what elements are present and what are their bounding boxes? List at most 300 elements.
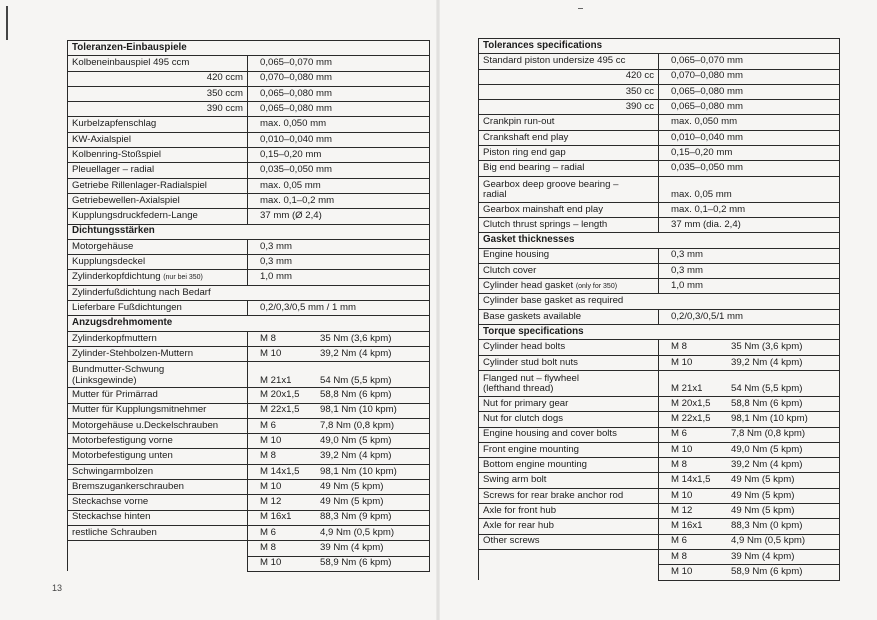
thread-size: M 8 — [671, 550, 687, 562]
spec-row — [479, 473, 840, 488]
spec-label: Clutch cover — [483, 264, 537, 276]
spec-label: Cylinder head gasket — [483, 280, 574, 292]
torque-value: 98,1 Nm (10 kpm) — [320, 465, 397, 477]
spec-label-cell — [479, 54, 659, 69]
thread-size: M 22x1,5 — [260, 404, 300, 416]
torque-value-group — [260, 390, 425, 401]
spec-label: 350 cc — [625, 85, 654, 97]
spec-label-cell — [479, 534, 659, 549]
spec-value-cell — [248, 270, 430, 285]
spec-label-cell — [68, 388, 248, 403]
spec-value: 0,010–0,040 mm — [260, 133, 332, 145]
spec-value: 0,3 mm — [260, 256, 292, 268]
spec-value-cell — [659, 217, 840, 232]
torque-value: 39,2 Nm (4 kpm) — [320, 450, 392, 462]
spec-label: 420 cc — [625, 70, 654, 82]
spec-row — [479, 202, 840, 217]
torque-value-group — [671, 475, 835, 486]
spec-label-cell — [68, 434, 248, 449]
spec-value-cell — [248, 163, 430, 178]
spec-value-cell — [248, 362, 430, 388]
spec-label: Mutter für Primärrad — [72, 389, 158, 401]
spec-row — [479, 504, 840, 519]
spec-value-cell — [248, 255, 430, 270]
spec-label: Clutch thrust springs – length — [483, 218, 608, 230]
spec-label: Lieferbare Fußdichtungen — [72, 301, 182, 313]
torque-value: 4,9 Nm (0,5 kpm) — [731, 535, 806, 547]
spec-row — [479, 294, 840, 309]
spec-row — [68, 346, 430, 361]
spec-label-cell — [68, 117, 248, 132]
spec-label-cell — [479, 100, 659, 115]
spec-row — [479, 100, 840, 115]
spec-label-cell — [479, 309, 659, 324]
spec-value-cell — [659, 549, 840, 564]
spec-label-cell — [68, 541, 248, 556]
thread-size: M 6 — [671, 428, 687, 440]
spec-label-cell — [68, 255, 248, 270]
spec-label-cell — [479, 355, 659, 370]
spec-row — [68, 510, 430, 525]
spec-value-cell — [248, 556, 430, 571]
spec-value: max. 0,050 mm — [260, 118, 327, 130]
spec-value-cell — [659, 534, 840, 549]
thread-size: M 16x1 — [671, 520, 703, 532]
spec-label: Other screws — [483, 535, 540, 547]
torque-value: 35 Nm (3,6 kpm) — [320, 332, 392, 344]
torque-value: 49 Nm (5 kpm) — [320, 480, 384, 492]
section-header-tolerances — [68, 41, 430, 56]
section-header-gaskets — [68, 224, 430, 239]
torque-value: 49 Nm (5 kpm) — [731, 474, 795, 486]
spec-label-cell — [479, 370, 659, 396]
spec-label-cell — [479, 519, 659, 534]
spec-label: Cylinder head bolts — [483, 341, 566, 353]
spec-value-cell — [659, 248, 840, 263]
spec-row — [479, 458, 840, 473]
torque-value: 54 Nm (5,5 kpm) — [320, 374, 392, 386]
torque-value: 49 Nm (5 kpm) — [320, 496, 384, 508]
torque-value-group — [260, 421, 425, 432]
spec-value-cell — [659, 396, 840, 411]
spec-label-cell — [68, 301, 248, 316]
thread-size: M 21x1 — [260, 374, 292, 386]
thread-size: M 6 — [260, 419, 276, 431]
spec-label: Steckachse vorne — [72, 496, 149, 508]
spec-label: KW-Axialspiel — [72, 133, 132, 145]
spec-row — [479, 176, 840, 202]
spec-value-cell — [659, 442, 840, 457]
spec-value-cell — [659, 412, 840, 427]
spec-table-german — [67, 40, 430, 572]
spec-row — [68, 117, 430, 132]
spec-value-cell — [248, 331, 430, 346]
thread-size: M 10 — [260, 480, 282, 492]
spec-row — [479, 355, 840, 370]
torque-value-group — [671, 414, 835, 425]
spec-label: Pleuellager – radial — [72, 164, 155, 176]
spec-label: Nut for clutch dogs — [483, 413, 563, 425]
spec-label-cell — [68, 163, 248, 178]
spec-label-cell — [68, 132, 248, 147]
spec-value-cell — [659, 100, 840, 115]
torque-value-group — [671, 521, 835, 532]
spec-value: max. 0,05 mm — [260, 179, 321, 191]
spec-row — [68, 525, 430, 540]
spec-label: Kolbeneinbauspiel 495 ccm — [72, 57, 190, 69]
torque-value-group — [671, 506, 835, 517]
spec-value-cell — [248, 86, 430, 101]
spec-label: Piston ring end gap — [483, 146, 566, 158]
thread-size: M 20x1,5 — [671, 397, 711, 409]
thread-size: M 6 — [671, 535, 687, 547]
thread-size: M 10 — [671, 356, 693, 368]
section-title: Torque specifications — [479, 325, 840, 340]
spec-note: (nur bei 350) — [163, 274, 203, 282]
spec-label: 390 ccm — [206, 103, 243, 115]
spec-row — [68, 464, 430, 479]
section-header-gaskets — [479, 233, 840, 248]
spec-row — [479, 115, 840, 130]
spec-label-cell — [68, 331, 248, 346]
spec-row — [68, 71, 430, 86]
spec-row — [479, 412, 840, 427]
spec-row — [479, 84, 840, 99]
thread-size: M 14x1,5 — [260, 465, 300, 477]
spec-value: 0,2/0,3/0,5 mm / 1 mm — [260, 301, 356, 313]
spec-row — [479, 130, 840, 145]
spec-label-cell — [479, 263, 659, 278]
spec-label-line2: (Linksgewinde) — [72, 374, 137, 386]
spec-value-cell — [659, 355, 840, 370]
thread-size: M 8 — [260, 450, 276, 462]
spec-value-cell — [659, 130, 840, 145]
spec-label: Steckachse hinten — [72, 511, 151, 523]
spec-label-cell — [479, 427, 659, 442]
spec-value-cell — [248, 102, 430, 117]
thread-size: M 14x1,5 — [671, 474, 711, 486]
spec-value-cell — [248, 464, 430, 479]
spec-label: Getriebewellen-Axialspiel — [72, 194, 180, 206]
spec-row — [68, 102, 430, 117]
torque-value-group — [260, 543, 425, 554]
spec-label-cell — [68, 102, 248, 117]
spec-label-cell — [68, 480, 248, 495]
spec-value: 0,15–0,20 mm — [260, 148, 322, 160]
spec-label-cell — [68, 86, 248, 101]
spec-value: 0,035–0,050 mm — [671, 162, 743, 174]
thread-size: M 22x1,5 — [671, 413, 711, 425]
spec-row — [68, 239, 430, 254]
spec-value-cell — [248, 495, 430, 510]
torque-value: 39 Nm (4 kpm) — [320, 542, 384, 554]
spec-value-cell — [248, 525, 430, 540]
thread-size: M 21x1 — [671, 383, 703, 395]
spec-value-cell — [248, 449, 430, 464]
torque-value: 49,0 Nm (5 kpm) — [731, 443, 803, 455]
spec-label: 390 cc — [625, 101, 654, 113]
spec-label-cell — [68, 525, 248, 540]
spec-label-cell — [479, 458, 659, 473]
spec-label: Kupplungsdeckel — [72, 256, 146, 268]
section-title: Anzugsdrehmomente — [68, 316, 430, 331]
spec-label: Engine housing — [483, 249, 550, 261]
thread-size: M 16x1 — [260, 511, 292, 523]
spec-value-cell — [248, 132, 430, 147]
spec-label-cell — [479, 412, 659, 427]
torque-value-group — [671, 358, 835, 369]
section-header-torque — [68, 316, 430, 331]
spec-label-cell — [68, 148, 248, 163]
spec-value-cell — [659, 340, 840, 355]
spec-label-cell — [68, 449, 248, 464]
torque-value: 98,1 Nm (10 kpm) — [731, 413, 808, 425]
spec-label: Motorgehäuse — [72, 240, 134, 252]
spec-row — [68, 148, 430, 163]
spec-value: 1,0 mm — [671, 280, 703, 292]
spec-label-cell — [68, 403, 248, 418]
spec-label-cell — [479, 115, 659, 130]
spec-label-cell — [479, 565, 659, 580]
spec-label: Kurbelzapfenschlag — [72, 118, 157, 130]
spec-label-cell — [479, 176, 659, 202]
torque-value-group — [260, 405, 425, 416]
spec-label: Mutter für Kupplungsmitnehmer — [72, 404, 207, 416]
spec-label-cell — [68, 510, 248, 525]
spec-row — [68, 556, 430, 571]
spec-row — [479, 146, 840, 161]
torque-value: 49 Nm (5 kpm) — [731, 504, 795, 516]
spec-value-cell — [659, 427, 840, 442]
spec-label: Gearbox deep groove bearing – — [483, 178, 619, 190]
torque-value: 49,0 Nm (5 kpm) — [320, 435, 392, 446]
spec-label-cell — [479, 217, 659, 232]
spec-label-cell — [479, 504, 659, 519]
torque-value: 54 Nm (5,5 kpm) — [731, 383, 803, 395]
spec-label-cell — [68, 556, 248, 571]
spec-label-cell — [68, 418, 248, 433]
spec-value: 37 mm (Ø 2,4) — [260, 210, 322, 222]
spec-value: 0,3 mm — [260, 240, 292, 252]
spec-label-cell — [68, 56, 248, 71]
spec-row — [68, 362, 430, 388]
spec-row — [68, 163, 430, 178]
spec-label: Motorbefestigung unten — [72, 450, 173, 462]
spec-row — [68, 388, 430, 403]
torque-value: 49 Nm (5 kpm) — [731, 489, 795, 501]
spec-value-cell — [248, 480, 430, 495]
spec-label-cell — [479, 161, 659, 176]
thread-size: M 12 — [671, 504, 693, 516]
spec-row — [68, 403, 430, 418]
spec-value: 0,065–0,080 mm — [671, 85, 743, 97]
spec-label-cell — [68, 239, 248, 254]
spec-value: 0,070–0,080 mm — [260, 72, 332, 84]
spec-value-cell — [659, 115, 840, 130]
thread-size: M 8 — [260, 332, 276, 344]
spec-row — [479, 442, 840, 457]
spec-value: max. 0,1–0,2 mm — [260, 194, 335, 206]
spec-row — [68, 480, 430, 495]
thread-size: M 20x1,5 — [260, 389, 300, 401]
spec-value: 0,065–0,070 mm — [260, 57, 332, 69]
spec-label-cell — [479, 396, 659, 411]
thread-size: M 10 — [260, 347, 282, 359]
spec-row — [68, 178, 430, 193]
spec-row — [479, 549, 840, 564]
spec-label-cell — [479, 340, 659, 355]
spec-value: 0,065–0,080 mm — [260, 103, 332, 115]
spec-value-cell — [659, 458, 840, 473]
spec-value-cell — [659, 176, 840, 202]
spec-value: 0,010–0,040 mm — [671, 131, 743, 143]
spec-value-cell — [659, 84, 840, 99]
spec-value-cell — [248, 56, 430, 71]
spec-value-cell — [248, 510, 430, 525]
spec-value-cell — [248, 541, 430, 556]
spec-label-cell — [68, 346, 248, 361]
torque-value-group — [671, 567, 835, 578]
spec-label-cell — [479, 202, 659, 217]
spec-value: 1,0 mm — [260, 271, 292, 283]
torque-value-group — [671, 445, 835, 456]
spec-row — [479, 263, 840, 278]
spec-label: Zylinderkopfmuttern — [72, 332, 157, 344]
thread-size: M 8 — [260, 542, 276, 554]
spec-label-cell — [479, 146, 659, 161]
spec-value: 0,15–0,20 mm — [671, 146, 733, 158]
torque-value: 39,2 Nm (4 kpm) — [731, 459, 803, 470]
torque-value: 88,3 Nm (0 kpm) — [731, 520, 803, 532]
spec-value-cell — [248, 209, 430, 224]
section-title: Dichtungsstärken — [68, 224, 430, 239]
spec-row — [68, 495, 430, 510]
torque-value: 98,1 Nm (10 kpm) — [320, 404, 397, 416]
spec-label: Bundmutter-Schwung — [72, 364, 165, 376]
torque-value: 58,8 Nm (6 kpm) — [320, 389, 392, 401]
spec-value: 0,070–0,080 mm — [671, 70, 743, 82]
spec-value: 0,3 mm — [671, 249, 703, 261]
spec-row — [68, 193, 430, 208]
section-title: Tolerances specifications — [479, 39, 840, 54]
torque-value-group — [260, 482, 425, 493]
spec-label: Swing arm bolt — [483, 474, 547, 486]
spec-row — [68, 255, 430, 270]
spec-label: Base gaskets available — [483, 310, 582, 322]
spec-label: restliche Schrauben — [72, 526, 157, 538]
spec-label-cell — [479, 248, 659, 263]
spec-row — [68, 86, 430, 101]
spec-row — [479, 248, 840, 263]
spec-row — [479, 54, 840, 69]
spec-row — [479, 69, 840, 84]
spec-row — [68, 56, 430, 71]
torque-value: 39,2 Nm (4 kpm) — [731, 356, 803, 368]
spec-value-cell — [659, 146, 840, 161]
spec-value-cell — [659, 519, 840, 534]
spec-label-cell — [479, 488, 659, 503]
spec-label-cell — [479, 130, 659, 145]
spec-value-cell — [248, 148, 430, 163]
spec-row — [68, 209, 430, 224]
spec-label-cell — [479, 69, 659, 84]
torque-value-group — [260, 497, 425, 508]
torque-value: 58,8 Nm (6 kpm) — [731, 397, 803, 409]
spec-value-cell — [248, 239, 430, 254]
spec-row — [68, 270, 430, 285]
spec-table-english — [478, 38, 840, 581]
spec-label-cell — [479, 549, 659, 564]
torque-value: 7,8 Nm (0,8 kpm) — [731, 428, 806, 440]
spec-label-cell — [479, 84, 659, 99]
torque-value: 39 Nm (4 kpm) — [731, 550, 795, 562]
spec-value: 0,065–0,080 mm — [671, 101, 743, 113]
spec-label-cell — [68, 285, 430, 300]
spec-label: Standard piston undersize 495 cc — [483, 55, 626, 67]
torque-value-group — [260, 436, 425, 447]
spec-row — [479, 396, 840, 411]
spec-label: Motorgehäuse u.Deckelschrauben — [72, 419, 219, 431]
spec-label-cell — [479, 473, 659, 488]
torque-value-group — [260, 512, 425, 523]
spec-label-line2: (lefthand thread) — [483, 383, 554, 395]
spec-value-cell — [659, 370, 840, 396]
spec-value-cell — [659, 54, 840, 69]
spec-row — [479, 217, 840, 232]
spec-label: Kolbenring-Stoßspiel — [72, 148, 162, 160]
torque-value-group — [260, 467, 425, 478]
spec-label: Cylinder base gasket as required — [483, 295, 624, 307]
spec-label: Getriebe Rillenlager-Radialspiel — [72, 179, 207, 191]
spec-value-cell — [248, 388, 430, 403]
spec-value-cell — [659, 488, 840, 503]
torque-value: 4,9 Nm (0,5 kpm) — [320, 526, 395, 538]
spec-label-cell — [68, 71, 248, 86]
spec-label: Axle for rear hub — [483, 520, 554, 532]
page-number: 13 — [52, 583, 63, 593]
spec-row — [68, 331, 430, 346]
spec-row — [479, 427, 840, 442]
spec-value: max. 0,05 mm — [671, 189, 732, 201]
thread-size: M 10 — [260, 435, 282, 446]
spec-label-cell — [479, 442, 659, 457]
torque-value-group — [671, 399, 835, 410]
torque-value-group — [260, 376, 425, 387]
torque-value-group — [671, 429, 835, 440]
spec-row — [479, 534, 840, 549]
spec-row — [68, 285, 430, 300]
spec-label: Axle for front hub — [483, 504, 557, 516]
spec-label: 420 ccm — [206, 72, 243, 84]
torque-value: 39,2 Nm (4 kpm) — [320, 347, 392, 359]
spec-row — [68, 449, 430, 464]
spec-value-cell — [248, 434, 430, 449]
spec-value: 37 mm (dia. 2,4) — [671, 218, 741, 230]
spec-row — [68, 541, 430, 556]
spec-label-cell — [68, 464, 248, 479]
spec-note: (only for 350) — [575, 283, 618, 291]
torque-value-group — [671, 552, 835, 563]
spec-value-cell — [659, 263, 840, 278]
spec-label: Engine housing and cover bolts — [483, 428, 617, 440]
spec-label: Zylinder-Stehbolzen-Muttern — [72, 347, 194, 359]
spec-value-cell — [659, 69, 840, 84]
thread-size: M 12 — [260, 496, 282, 508]
spec-label-cell — [68, 193, 248, 208]
section-title: Gasket thicknesses — [479, 233, 840, 248]
torque-value: 35 Nm (3,6 kpm) — [731, 341, 803, 353]
spec-row — [479, 519, 840, 534]
